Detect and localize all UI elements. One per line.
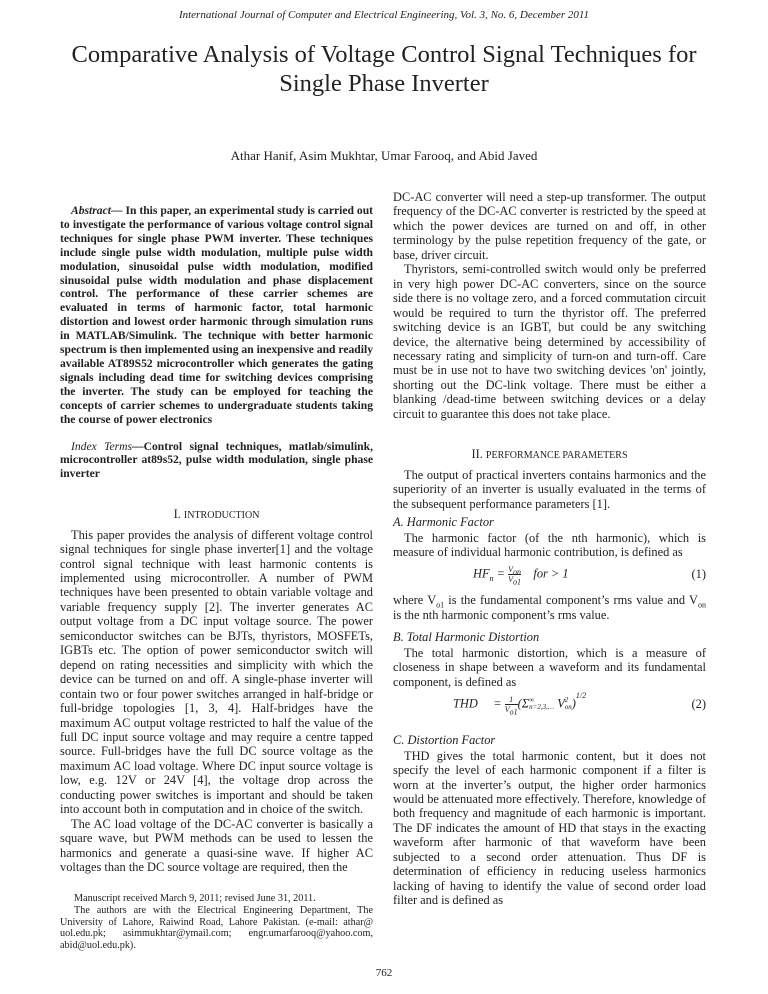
paragraph: The AC load voltage of the DC-AC converter is basically a square wave, but PWM methods can be used to lessen the harmonics and generate a quasi-sine wave. If higher AC voltages than the DC source voltage are required, then the: [60, 816, 373, 875]
denominator: V: [504, 704, 510, 714]
subsection-heading-distortion-factor: C. Distortion Factor: [393, 733, 496, 748]
equation-body: THD = $\frac{1}{V_{o1}}$ (Σ ∞ n=2,3,… V 2 on )$^{1/2}$: [453, 690, 587, 717]
denominator-sub: o1: [512, 577, 521, 587]
section-title: PERFORMANCE PARAMETERS: [485, 450, 628, 462]
performance-parameters-section: [393, 447, 706, 907]
right-column: [393, 190, 706, 908]
numerator: 1: [505, 695, 518, 705]
section-heading-introduction: [60, 507, 373, 523]
introduction-section: [60, 507, 373, 874]
paragraph: DC-AC converter will need a step-up transformer. The output frequency of the DC-AC converter is restricted by the speed at which the power devices are turned on and off, in other terminology by the pulse repetition frequency of the gate, or base, driver circuit.: [393, 190, 706, 262]
term-sup: 2: [564, 696, 569, 705]
close-paren: ): [571, 695, 576, 710]
subsection-heading-harmonic-factor: A. Harmonic Factor: [393, 515, 494, 530]
page-number: 762: [375, 967, 393, 979]
index-terms-text: —Control signal techniques, matlab/simulink, microcontroller at89s52, pulse width modulation, single phase inverter: [60, 439, 373, 481]
fraction: [508, 564, 521, 587]
equation-2: [393, 691, 706, 717]
abstract-text: In this paper, an experimental study is carried out to investigate the performance of various voltage control signal techniques for single phase PWM inverter. These techniques include single pulse width modulation, multiple pulse width modulation, sinusoidal pulse width modulation, modified sinusoidal pulse width modulation and phase displacement control. The performance of these carrier schemes are evaluated in terms of harmonic factor, total harmonic distortion and lowest order harmonic through simulation runs in MATLAB/Simulink. The technique with better harmonic spectrum is then implemented using an inexpensive and readily available AT89S52 microcontroller which generates the gating signals including dead time for switching devices comprising the inverter. The study can be employed for teaching the concepts of carrier schemes to undergraduate students taking the course of power electronics: [60, 204, 373, 426]
sum-upper: ∞: [529, 696, 535, 705]
abstract-label: Abstract—: [71, 204, 123, 217]
text: is the nth harmonic component’s rms value.: [393, 607, 610, 622]
paragraph: Thyristors, semi-controlled switch would only be preferred in very high power DC-AC converters, since on the source side there is no voltage zero, and a forced commutation circuit would be required to turn the thyristor off. The preferred switching device is an IGBT, but could be any switching device, the alternative being determined by accessibility of necessary rating and simplicity of turn-on and turn-off. Care must be in use not to have two switching devices 'on' jointly, shorting out the DC-link voltage. There must be either a blanking /dead-time between switching devices or a delay circuit to guarantee this does not take place.: [393, 262, 706, 421]
paragraph: THD gives the total harmonic content, but it does not specify the level of each harmonic component if a filter is worn at the inverter’s output, the higher order harmonics would be attenuated more effectively. Therefore, knowledge of both frequency and magnitude of each harmonic is important. The DF indicates the amount of HD that stays in the exacting waveform after harmonic of that waveform have been subjected to a second order attenuation. Thus DF is determination of efficiency in reducing useless harmonics lacking of having to identify the value of second order load filter and is defined as: [393, 748, 706, 908]
section-title: INTRODUCTION: [183, 510, 260, 522]
left-column: [60, 204, 373, 952]
paragraph: The total harmonic distortion, which is a measure of closeness in shape between a waveform and its fundamental component, is defined as: [393, 645, 706, 689]
authors: Athar Hanif, Asim Mukhtar, Umar Farooq, and Abid Javed: [230, 148, 538, 163]
subscript: o1: [436, 600, 445, 610]
numerator-sub: on: [512, 567, 521, 577]
denominator-sub: o1: [509, 707, 518, 717]
index-terms-label: Index Terms: [71, 439, 133, 453]
eq-lhs-sub: n: [489, 573, 494, 583]
paragraph: [393, 593, 706, 622]
journal-header: International Journal of Computer and Electrical Engineering, Vol. 3, No. 6, December 2011: [178, 9, 590, 21]
abstract: [60, 204, 373, 427]
eq-lhs: HF: [473, 566, 490, 581]
sum-term: V: [554, 695, 565, 710]
sum-lower: n=2,3,…: [529, 703, 555, 712]
equation-body: $HF_n$ = $\frac{V_{on}}{V_{o1}}$ for > 1: [473, 564, 569, 587]
paragraph: The output of practical inverters contains harmonics and the superiority of an inverter is usually evaluated in the terms of the subsequent performance parameters [1].: [393, 467, 706, 511]
index-terms: [60, 440, 373, 482]
denominator: V: [508, 574, 513, 584]
text: is the fundamental component’s rms value and V: [444, 593, 698, 608]
text: where V: [393, 593, 437, 608]
sum-limits: [529, 697, 554, 711]
footnote: [60, 879, 373, 952]
paragraph: The harmonic factor (of the nth harmonic), which is measure of individual harmonic contribution, is defined as: [393, 530, 706, 559]
equation-number: (1): [691, 567, 706, 582]
section-number: I.: [173, 507, 184, 522]
paragraph: This paper provides the analysis of different voltage control signal techniques for single phase inverter[1] and the voltage control signal technique with least harmonic contents is implemented using microcontroller. A number of PWM techniques have been presented to obtain variable voltage and variable frequency supply [2]. The inverter generates AC output voltage from a DC input voltage source. The power semiconductor switches can be BJTs, thyristors, MOSFETs, IGBTs etc. The option of power semiconductor switch will depend on rating necessities and simplicity with which the device can be turned on and off. A single-phase inverter will contain two or four power switches arranged in half-bridge or full-bridge topologies [1, 3, 4]. Half-bridges have the maximum AC output voltage restricted to half the value of the full DC input source voltage and may require a centre tapped source. Full-bridges have the full DC source voltage as the maximum AC load voltage. Where DC input source voltage is low, e.g. 12V or 24V [4], the voltage drop across the conducting power switches is important and should be taken into account both in computation and in choice of the switch.: [60, 527, 373, 817]
term-sub: on: [564, 703, 572, 712]
eq-lhs: THD: [453, 695, 478, 710]
footnote-received: Manuscript received March 9, 2011; revised June 31, 2011.: [74, 893, 316, 905]
eq-condition: for > 1: [533, 566, 569, 581]
sum-symbol: (Σ: [517, 695, 530, 710]
power: 1/2: [575, 690, 587, 700]
section-number: II.: [471, 447, 486, 462]
paper-title: Comparative Analysis of Voltage Control Signal Techniques for Single Phase Inverter: [71, 41, 697, 97]
fraction: [504, 694, 518, 717]
section-heading-performance: [393, 447, 706, 463]
equation-number: (2): [691, 696, 706, 711]
subsection-heading-thd: B. Total Harmonic Distortion: [393, 630, 540, 645]
footnote-affiliation: The authors are with the Electrical Engineering Department, The University of Lahore, Raiwind Road, Lahore Pakistan. (e-mail: athar@ uol.edu.pk; asimmukhtar@ymail.com; engr.umarfarooq@yahoo.com, abid@uol.edu.pk).: [60, 904, 373, 952]
numerator: V: [508, 564, 513, 574]
term-indices: [565, 697, 572, 711]
subscript: on: [698, 600, 706, 610]
equation-1: [393, 561, 706, 587]
